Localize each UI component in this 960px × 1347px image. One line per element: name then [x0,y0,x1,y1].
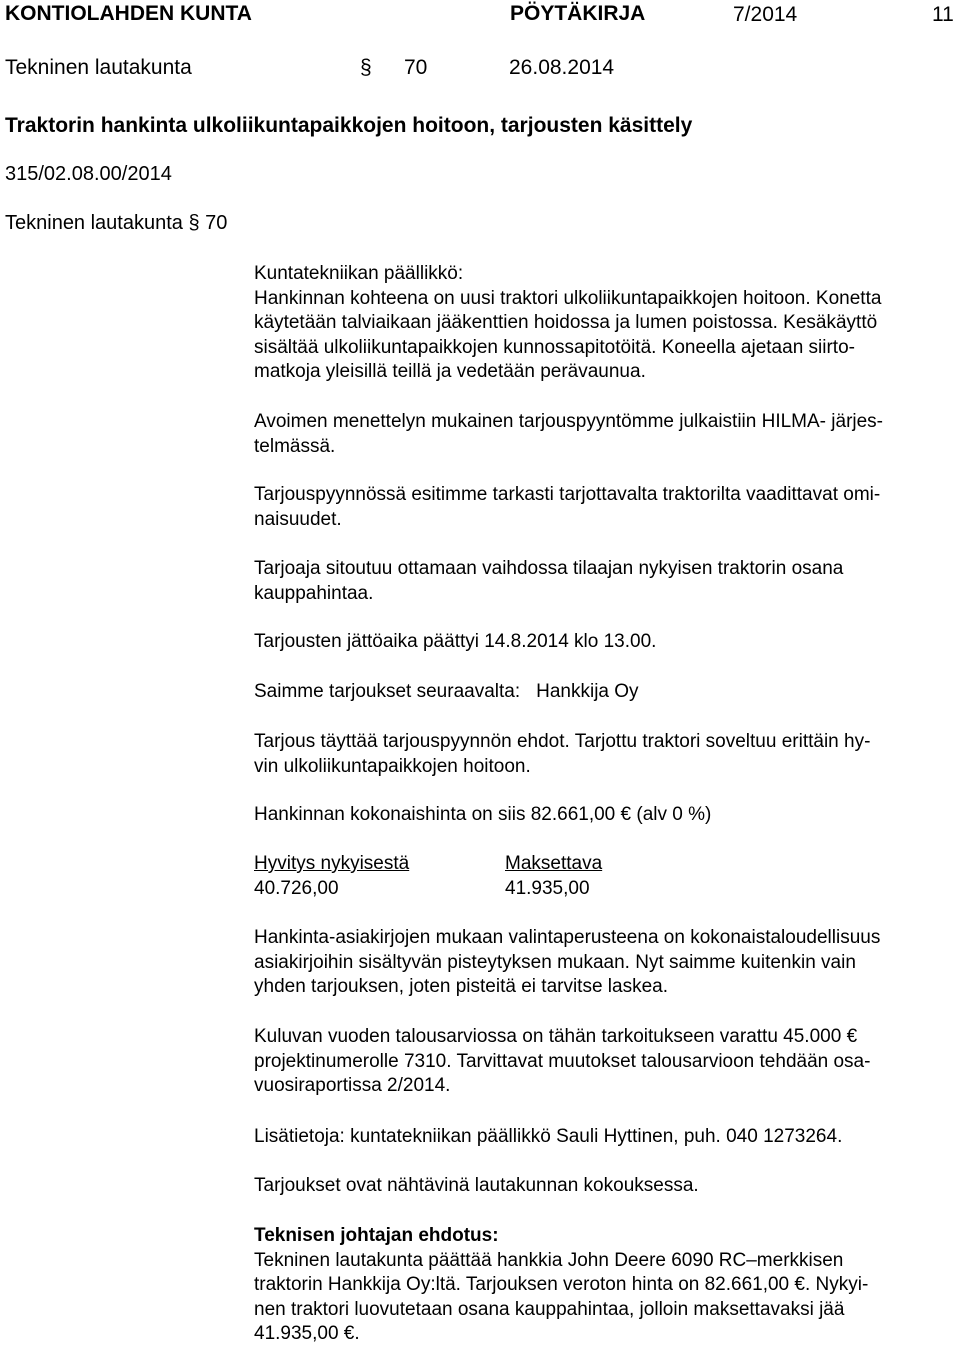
text-line: Lisätietoja: kuntatekniikan päällikkö Sauli Hyttinen, puh. 040 1273264. [254,1126,843,1147]
table-header-payable: Maksettava [505,853,603,874]
text-line: Hankinta-asiakirjojen mukaan valintaperusteena on kokonaistaloudellisuus [254,927,881,948]
paragraph-heading: Kuntatekniikan päällikkö: [254,263,464,284]
paragraph-contact [254,1125,954,1150]
text-line: Tekninen lautakunta päättää hankkia John Deere 6090 RC–merkkisen [254,1249,844,1271]
text-line: Hankinnan kohteena on uusi traktori ulkoliikuntapaikkojen hoitoon. Konetta [254,287,882,309]
document-number: 7/2014 [733,3,798,26]
document-title: Traktorin hankinta ulkoliikuntapaikkojen hoitoon, tarjousten käsittely [5,114,693,137]
paragraph-requirements [254,483,954,532]
text-line: sisältää ulkoliikuntapaikkojen kunnossapitotöitä. Koneella ajetaan siirto- [254,336,855,358]
text-line: Tarjoaja sitoutuu ottamaan vaihdossa tilaajan nykyisen traktorin osana [254,558,844,579]
text-line: Tarjous täyttää tarjouspyynnön ehdot. Tarjottu traktori soveltuu erittäin hy- [254,731,871,752]
text-line: matkoja yleisillä teillä ja vedetään perävaunua. [254,361,646,382]
section-number: 70 [404,56,428,79]
proposal-heading: Teknisen johtajan ehdotus: [254,1225,499,1246]
paragraph-criteria [254,926,954,1000]
text-line: nen traktori luovutetaan osana kauppahintaa, jolloin maksettavaksi jää [254,1298,845,1320]
section-sign: § [360,56,372,79]
text-line: Tarjoukset ovat nähtävinä lautakunnan kokouksessa. [254,1175,699,1196]
table-cell-payable: 41.935,00 [505,878,590,899]
bidders-line [254,680,954,705]
paragraph-hilma [254,410,954,459]
paragraph-availability [254,1174,954,1199]
text-line: vuosiraportissa 2/2014. [254,1075,451,1096]
paragraph-bidders [254,680,954,705]
table-cell-credit: 40.726,00 [254,878,339,899]
header-committee: Tekninen lautakunta [5,56,192,79]
text-line: Hankinnan kokonaishinta on siis 82.661,00 € (alv 0 %) [254,804,712,825]
document-type: PÖYTÄKIRJA [510,2,646,25]
text-line: vin ulkoliikuntapaikkojen hoitoon. [254,755,531,777]
paragraph-background [254,262,954,385]
text-line: 41.935,00 €. [254,1323,360,1344]
text-line: asiakirjoihin sisältyvän pisteytyksen mukaan. Nyt saimme kuitenkin vain [254,951,856,973]
meeting-date: 26.08.2014 [509,56,615,79]
text-line: projektinumerolle 7310. Tarvittavat muutokset talousarvioon tehdään osa- [254,1050,871,1072]
text-line: telmässä. [254,435,336,457]
bidders-label: Saimme tarjoukset seuraavalta: [254,681,521,702]
text-line: Tarjouspyynnössä esitimme tarkasti tarjottavalta traktorilta vaadittavat omi- [254,484,881,505]
record-number: 315/02.08.00/2014 [5,163,172,185]
page-number: 11 [932,3,954,26]
committee-reference: Tekninen lautakunta § 70 [5,212,228,234]
text-line: Kuluvan vuoden talousarviossa on tähän tarkoitukseen varattu 45.000 € [254,1026,858,1047]
text-line: käytetään talviaikaan jääkenttien hoidossa ja lumen poistossa. Kesäkäyttö [254,312,878,333]
paragraph-proposal [254,1224,954,1347]
text-line: Tarjousten jättöaika päättyi 14.8.2014 klo 13.00. [254,631,657,652]
text-line: kauppahintaa. [254,582,374,604]
paragraph-deadline [254,630,954,655]
text-line: traktorin Hankkija Oy:ltä. Tarjouksen veroton hinta on 82.661,00 €. Nykyi- [254,1274,869,1295]
paragraph-total-price [254,803,954,828]
municipality-name: KONTIOLAHDEN KUNTA [5,2,252,25]
paragraph-budget [254,1025,954,1099]
paragraph-trade-in [254,557,954,606]
table-header-credit: Hyvitys nykyisestä [254,853,410,874]
text-line: naisuudet. [254,508,342,530]
bidder-name: Hankkija Oy [536,681,639,702]
text-line: Avoimen menettelyn mukainen tarjouspyyntömme julkaistiin HILMA- järjes- [254,411,884,432]
paragraph-evaluation [254,730,954,779]
text-line: yhden tarjouksen, joten pisteitä ei tarvitse laskea. [254,976,669,997]
